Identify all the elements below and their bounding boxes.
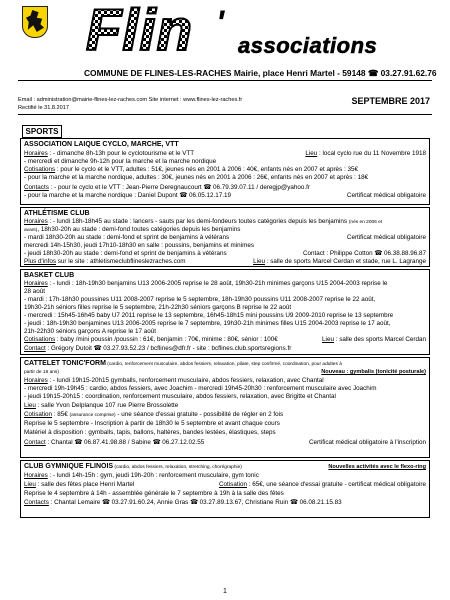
schedule-line: Horaires : - lundi 19h15-20h15 gymballs, renforcement musculaire, abdos fessiers, relaxation, avec Chantal [24,377,324,384]
revision-date: Rectifié le 31.8.2017 [18,105,69,111]
schedule-line: - mercredi : 15h45-16h45 baby U7 2011 reprise le 13 septembre, 16h45-18h15 mini poussins U9 2009-2010 reprise le 13 septembre [24,312,394,319]
venue-line: Lieu : local cyclo rue du 11 Novembre 1918 [305,150,426,157]
schedule-line: - mercredi 19h-19h45 : cardio, abdos fessiers, avec Joachim - mercredi 19h45-20h30 : renforcement musculaire avec Joachim [24,385,377,392]
schedule-line: - jeudi 18h30-20h au stade : demi-fond et sprint de benjamins à vétérans [24,250,227,257]
restart-line: Reprise le 5 septembre - Inscription à partir de 18h30 le 5 septembre et avant chaque cours [24,420,280,427]
venue-line: Lieu : salle des sports Marcel Cerdan [322,336,426,343]
block-cattelet-tonicform [20,357,430,458]
contact-line: Contacts : Chantal Lemaire ☎ 03.27.91.60.24, Annie Gras ☎ 03.27.89.13.67, Christiane Ruin ☎ 06.08.21.15.83 [24,499,342,506]
header-rule-2 [18,114,432,115]
venue-fees-line: Lieu : salle des fêtes place Henri Martel [24,481,135,488]
schedule-line: - mercredi et dimanche 9h-12h pour la marche et la marche nordique [24,158,217,165]
venue-line: Lieu : salle de sports Marcel Cerdan et stade, rue L. Lagrange [253,258,426,265]
coat-of-arms-logo [22,6,48,38]
page-number: 1 [223,588,227,595]
block-title: CLUB GYMNIQUE FLINOIS (cardio, abdos fessiers, relaxation, stretching, chorégraphie) [24,463,242,470]
block-title: ATHLÉTISME CLUB [24,210,90,217]
block-cyclo-marche-vtt [20,138,430,205]
masthead-title: Flin [86,0,194,63]
contact-line: - pour la marche et la marche nordique : Daniel Dupont ☎ 06.05.12.17.19 [24,192,232,199]
schedule-line: - mardi : 17h-18h30 poussines U11 2008-2007 reprise le 5 septembre, 18h-19h30 poussins U11 2008-2007 reprise le 22 août, [24,296,376,303]
schedule-line: Horaires : - lundi 18h-18h45 au stade : lancers - sauts par les demi-fondeurs toutes catégories depuis les benjamins (nés en 2006 et [24,218,383,225]
schedule-line: Horaires : - dimanche 8h-13h pour le cyclotourisme et le VTT [24,150,195,157]
schedule-line: 19h30-21h séniors filles reprise le 5 septembre, 21h-22h30 séniors garçons B reprise le 22 août [24,304,292,311]
contact-line: Contacts : - pour le cyclo et le VTT : Jean-Pierre Deregnaucourt ☎ 06.79.39.07.11 / deregjp@yahoo.fr [24,184,310,191]
schedule-line: - jeudi 19h15-20h15 : coordination, renforcement musculaire, abdos fessiers, relaxation, avec Brigitte et Chantal [24,393,336,400]
schedule-line: mercredi 14h-15h30, jeudi 17h10-18h30 en salle : poussins, benjamins et minimes [24,242,254,249]
masthead-apostrophe: ' [216,4,225,42]
schedule-line: - jeudi : 18h-19h30 benjamines U13 2006-2005 reprise le 7 septembre, 19h30-21h minimes filles U15 2004-2003 reprise le 17 août, [24,320,391,327]
medical-note: Certificat médical obligatoire [346,234,426,241]
section-tab-sports: SPORTS [22,125,62,138]
restart-line: Reprise le 4 septembre à 14h - assemblée générale le 7 septembre à 19h à la salle des fêtes [24,490,284,497]
lion-icon [26,10,44,32]
schedule-line: avant), 18h30-20h au stade : demi-fond toutes catégories depuis les benjamins [24,226,241,233]
schedule-line: - mardi 18h30-20h au stade : demi-fond et sprint de benjamins à vétérans [24,234,230,241]
fees-line: - pour la marche et la marche nordique, adultes : 30€, jeunes nés en 2001 à 2006 : 26€, enfants nés en 2007 et après : 18€ [24,174,369,181]
fees-line: Cotisation : 85€ (assurance comprise) - une séance d'essai gratuite - possibilité de régler en 2 fois [24,411,284,418]
email-website-line: Email : administration@mairie-flines-lez-raches.com Site internet : www.flines-lez-raches.fr [18,97,243,103]
contact-line: Contact : Philippe Cotton ☎ 06.38.88.96.87 [302,250,426,257]
schedule-line: 21h-22h30 séniors garçons A reprise le 17 août [24,328,156,335]
fees-line: Cotisations : baby /mini poussin /poussin : 61€, benjamin : 70€, minime : 80€, sénior : 100€ [24,336,278,343]
fees-line: Cotisations : pour le cyclo et le VTT, adultes : 51€, jeunes nés en 2001 à 2006 : 40€, enfants nés en 2007 et après : 35€ [24,166,358,173]
masthead-subtitle: associations [238,33,378,58]
block-title: CATTELET TONIC'FORM (cardio, renforcement musculaire, abdos fessiers, relaxation, pilate, step confirmé, coordination, pour adultes à [24,360,342,367]
block-club-gymnique [20,460,430,518]
block-basket [20,269,430,355]
schedule-line: Horaires : - lundi 14h-15h : gym, jeudi 19h-20h : renforcement musculaire, gym tonic [24,472,259,479]
schedule-line: 28 août [24,288,46,295]
block-title: BASKET CLUB [24,272,75,279]
contact-line: Contact : Chantal ☎ 06.87.41.98.88 / Sabine ☎ 06.27.12.02.55 [24,439,205,446]
issue-month: SEPTEMBRE 2017 [351,96,430,106]
fees-line: Cotisation : 65€, une séance d'essai gratuite - certificat médical obligatoire [218,481,426,488]
website-line[interactable]: Plus d'infos sur le site : athletismeclubflineslezraches.com [24,258,186,265]
equipment-line: Matériel à disposition : gymballs, tapis, ballons, haltères, bandes lestées, élastiques, steps [24,429,276,436]
new-activity-note: Nouveau : gymbalis (tonicité posturale) [321,369,426,375]
commune-address: COMMUNE DE FLINES-LES-RACHES Mairie, place Henri Martel - 59148 ☎ 03.27.91.62.76 [84,68,437,78]
contact-line: Contact : Grégory Dutoit ☎ 03.27.93.52.23 / bcflines@dfr.fr - site : bcflines.club.sportsregions.fr [24,345,292,352]
block-athletisme [20,207,430,267]
header-rule [18,80,432,81]
block-title: ASSOCIATION LAIQUE CYCLO, MARCHE, VTT [24,141,179,148]
age-note: partir de 16 ans) [24,370,59,375]
venue-line: Lieu : salle Yvon Delplanque 107 rue Pierre Brossolette [24,402,179,409]
schedule-line: Horaires : - lundi : 18h-19h30 benjamins U13 2006-2005 reprise le 28 août, 19h30-21h minimes garçons U15 2004-2003 reprise le [24,280,388,287]
new-activity-note: Nouvelles activités avec le flexo-ring [328,464,426,470]
medical-note: Certificat médical obligatoire [346,192,426,199]
medical-note: Certificat médical obligatoire à l'inscription [308,439,426,446]
